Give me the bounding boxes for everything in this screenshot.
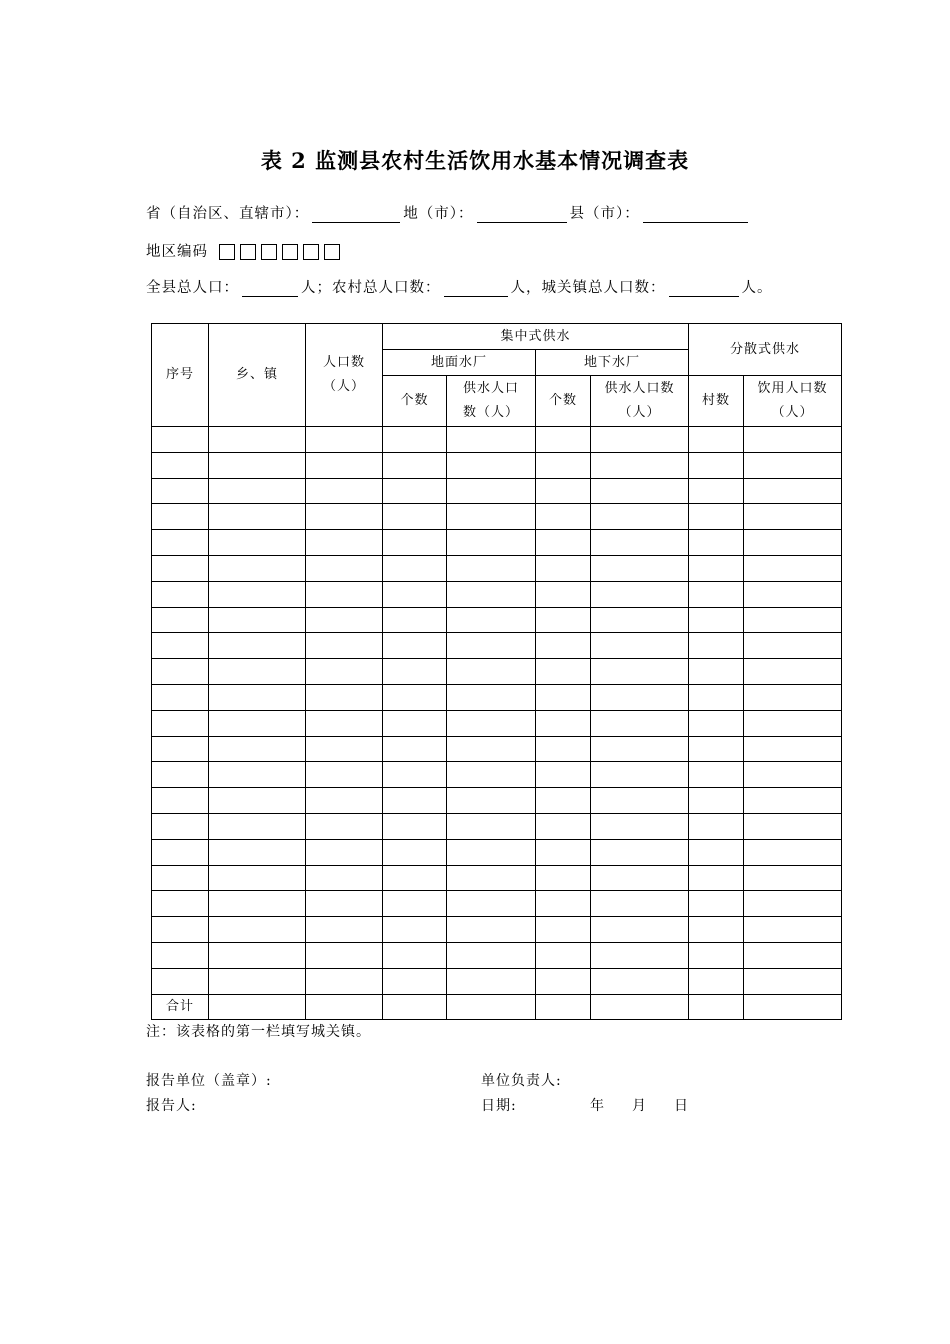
table-cell[interactable]	[209, 762, 306, 788]
table-cell[interactable]	[744, 452, 842, 478]
table-cell[interactable]	[536, 504, 591, 530]
table-cell[interactable]	[591, 555, 689, 581]
table-cell[interactable]	[306, 659, 383, 685]
county-total-unit: 人；	[301, 280, 332, 296]
table-cell[interactable]	[383, 530, 447, 556]
region-code-label: 地区编码	[146, 244, 208, 260]
table-row	[152, 607, 842, 633]
table-cell[interactable]	[447, 839, 536, 865]
table-cell[interactable]	[152, 427, 209, 453]
table-cell[interactable]	[536, 994, 591, 1020]
table-cell[interactable]	[689, 478, 744, 504]
table-cell[interactable]	[689, 581, 744, 607]
table-row	[152, 968, 842, 994]
table-cell[interactable]	[689, 427, 744, 453]
region-code-line	[146, 240, 340, 261]
header-surface-pop-line2: 数（人）	[462, 405, 519, 420]
table-cell[interactable]	[447, 917, 536, 943]
table-cell[interactable]	[744, 633, 842, 659]
table-cell[interactable]	[209, 891, 306, 917]
table-cell[interactable]	[744, 607, 842, 633]
table-cell[interactable]	[306, 607, 383, 633]
region-code-box[interactable]	[240, 244, 256, 260]
table-cell[interactable]	[306, 427, 383, 453]
header-township: 乡、镇	[209, 324, 306, 427]
table-cell[interactable]	[447, 813, 536, 839]
table-cell[interactable]	[689, 994, 744, 1020]
table-cell[interactable]	[689, 736, 744, 762]
table-cell[interactable]	[689, 633, 744, 659]
table-row	[152, 555, 842, 581]
table-cell[interactable]	[744, 839, 842, 865]
rural-total-unit: 人，	[510, 280, 542, 296]
table-cell[interactable]	[209, 555, 306, 581]
table-cell[interactable]	[383, 710, 447, 736]
table-cell[interactable]	[447, 994, 536, 1020]
table-cell[interactable]	[209, 839, 306, 865]
table-cell[interactable]	[306, 633, 383, 659]
table-cell[interactable]	[152, 942, 209, 968]
total-label: 合计	[152, 994, 209, 1020]
table-cell[interactable]	[447, 452, 536, 478]
table-cell[interactable]	[209, 917, 306, 943]
header-surface-plant: 地面水厂	[383, 350, 536, 376]
table-row	[152, 865, 842, 891]
table-cell[interactable]	[152, 504, 209, 530]
table-cell[interactable]	[209, 530, 306, 556]
table-cell[interactable]	[744, 865, 842, 891]
total-row	[152, 994, 842, 1020]
table-cell[interactable]	[152, 659, 209, 685]
header-centralized: 集中式供水	[383, 324, 689, 350]
county-field[interactable]	[643, 206, 748, 223]
table-cell[interactable]	[689, 917, 744, 943]
table-cell[interactable]	[591, 891, 689, 917]
table-cell[interactable]	[591, 633, 689, 659]
reporting-unit-label: 报告单位（盖章）:	[146, 1073, 272, 1089]
table-cell[interactable]	[152, 865, 209, 891]
prefecture-field[interactable]	[477, 206, 567, 223]
table-cell[interactable]	[152, 813, 209, 839]
header-population-line1: 人口数	[322, 355, 365, 370]
table-cell[interactable]	[591, 865, 689, 891]
table-cell[interactable]	[744, 891, 842, 917]
table-cell[interactable]	[306, 736, 383, 762]
table-cell[interactable]	[744, 942, 842, 968]
table-cell[interactable]	[536, 478, 591, 504]
table-cell[interactable]	[536, 684, 591, 710]
table-cell[interactable]	[383, 633, 447, 659]
table-cell[interactable]	[689, 813, 744, 839]
table-cell[interactable]	[209, 968, 306, 994]
table-cell[interactable]	[447, 478, 536, 504]
table-cell[interactable]	[447, 555, 536, 581]
table-row	[152, 530, 842, 556]
table-cell[interactable]	[447, 633, 536, 659]
region-code-box[interactable]	[219, 244, 235, 260]
table-cell[interactable]	[744, 710, 842, 736]
table-cell[interactable]	[152, 710, 209, 736]
town-total-unit: 人。	[741, 280, 773, 296]
table-cell[interactable]	[383, 555, 447, 581]
table-cell[interactable]	[152, 788, 209, 814]
table-cell[interactable]	[306, 788, 383, 814]
table-cell[interactable]	[591, 813, 689, 839]
table-cell[interactable]	[383, 478, 447, 504]
table-cell[interactable]	[744, 813, 842, 839]
county-total-field[interactable]	[242, 280, 298, 297]
table-cell[interactable]	[744, 762, 842, 788]
table-cell[interactable]	[306, 504, 383, 530]
table-cell[interactable]	[383, 607, 447, 633]
county-label: 县（市）：	[569, 206, 640, 222]
table-cell[interactable]	[209, 581, 306, 607]
table-cell[interactable]	[306, 839, 383, 865]
table-cell[interactable]	[383, 736, 447, 762]
table-cell[interactable]	[536, 865, 591, 891]
header-population-line2: （人）	[322, 379, 365, 394]
table-cell[interactable]	[536, 710, 591, 736]
table-note: 注：该表格的第一栏填写城关镇。	[146, 1024, 371, 1040]
table-cell[interactable]	[689, 942, 744, 968]
table-cell[interactable]	[689, 710, 744, 736]
table-cell[interactable]	[447, 581, 536, 607]
table-cell[interactable]	[447, 865, 536, 891]
table-cell[interactable]	[152, 607, 209, 633]
header-population	[306, 324, 383, 427]
table-cell[interactable]	[591, 942, 689, 968]
table-row	[152, 839, 842, 865]
table-cell[interactable]	[744, 917, 842, 943]
table-cell[interactable]	[152, 581, 209, 607]
table-cell[interactable]	[306, 865, 383, 891]
county-total-label: 全县总人口：	[146, 280, 239, 296]
table-cell[interactable]	[744, 478, 842, 504]
table-cell[interactable]	[306, 452, 383, 478]
table-cell[interactable]	[591, 994, 689, 1020]
header-underground-pop-line1: 供水人口数	[604, 381, 675, 396]
table-cell[interactable]	[591, 762, 689, 788]
table-cell[interactable]	[209, 788, 306, 814]
table-cell[interactable]	[209, 427, 306, 453]
header-underground-count: 个数	[536, 376, 591, 427]
table-cell[interactable]	[383, 994, 447, 1020]
table-cell[interactable]	[744, 659, 842, 685]
table-cell[interactable]	[152, 452, 209, 478]
table-cell[interactable]	[152, 839, 209, 865]
table-cell[interactable]	[209, 813, 306, 839]
header-village-count: 村数	[689, 376, 744, 427]
table-cell[interactable]	[591, 968, 689, 994]
table-cell[interactable]	[383, 813, 447, 839]
table-cell[interactable]	[689, 684, 744, 710]
table-row	[152, 427, 842, 453]
header-surface-pop	[447, 376, 536, 427]
table-cell[interactable]	[306, 942, 383, 968]
table-cell[interactable]	[209, 994, 306, 1020]
header-underground-plant: 地下水厂	[536, 350, 689, 376]
table-cell[interactable]	[591, 684, 689, 710]
table-cell[interactable]	[383, 917, 447, 943]
region-code-box[interactable]	[324, 244, 340, 260]
table-cell[interactable]	[536, 891, 591, 917]
table-cell[interactable]	[306, 478, 383, 504]
table-cell[interactable]	[447, 659, 536, 685]
table-cell[interactable]	[591, 839, 689, 865]
table-cell[interactable]	[689, 839, 744, 865]
table-cell[interactable]	[383, 891, 447, 917]
table-cell[interactable]	[209, 710, 306, 736]
table-cell[interactable]	[536, 581, 591, 607]
table-cell[interactable]	[689, 891, 744, 917]
table-cell[interactable]	[536, 788, 591, 814]
header-underground-pop	[591, 376, 689, 427]
table-row	[152, 788, 842, 814]
table-cell[interactable]	[689, 788, 744, 814]
reporter-label: 报告人:	[146, 1098, 197, 1114]
table-cell[interactable]	[591, 788, 689, 814]
table-cell[interactable]	[383, 942, 447, 968]
table-cell[interactable]	[383, 788, 447, 814]
table-cell[interactable]	[744, 555, 842, 581]
table-row	[152, 504, 842, 530]
table-cell[interactable]	[383, 968, 447, 994]
table-cell[interactable]	[209, 633, 306, 659]
table-cell[interactable]	[536, 917, 591, 943]
header-drinking-pop-line1: 饮用人口数	[757, 381, 828, 396]
table-cell[interactable]	[591, 736, 689, 762]
table-cell[interactable]	[536, 839, 591, 865]
table-cell[interactable]	[306, 891, 383, 917]
town-total-field[interactable]	[669, 280, 739, 297]
table-cell[interactable]	[536, 633, 591, 659]
table-cell[interactable]	[209, 736, 306, 762]
table-row	[152, 633, 842, 659]
province-label: 省（自治区、直辖市）：	[146, 206, 310, 222]
table-cell[interactable]	[536, 427, 591, 453]
table-cell[interactable]	[209, 607, 306, 633]
table-cell[interactable]	[689, 530, 744, 556]
table-cell[interactable]	[209, 684, 306, 710]
table-cell[interactable]	[447, 762, 536, 788]
table-cell[interactable]	[689, 607, 744, 633]
table-cell[interactable]	[447, 942, 536, 968]
table-cell[interactable]	[591, 504, 689, 530]
population-line	[146, 276, 773, 297]
table-cell[interactable]	[383, 839, 447, 865]
location-line	[146, 202, 751, 223]
table-row	[152, 891, 842, 917]
table-cell[interactable]	[447, 427, 536, 453]
table-cell[interactable]	[536, 968, 591, 994]
table-cell[interactable]	[591, 581, 689, 607]
table-cell[interactable]	[591, 917, 689, 943]
table-cell[interactable]	[744, 736, 842, 762]
table-row	[152, 452, 842, 478]
table-cell[interactable]	[383, 581, 447, 607]
table-cell[interactable]	[536, 452, 591, 478]
table-cell[interactable]	[383, 865, 447, 891]
table-cell[interactable]	[306, 684, 383, 710]
table-cell[interactable]	[306, 710, 383, 736]
header-seq: 序号	[152, 324, 209, 427]
page-title: 表 2 监测县农村生活饮用水基本情况调查表	[260, 148, 690, 173]
header-drinking-pop	[744, 376, 842, 427]
table-row	[152, 478, 842, 504]
table-cell[interactable]	[744, 994, 842, 1020]
header-drinking-pop-line2: （人）	[771, 405, 814, 420]
table-cell[interactable]	[447, 736, 536, 762]
table-cell[interactable]	[447, 891, 536, 917]
table-cell[interactable]	[306, 555, 383, 581]
table-cell[interactable]	[383, 504, 447, 530]
table-cell[interactable]	[744, 504, 842, 530]
table-cell[interactable]	[383, 684, 447, 710]
table-row	[152, 942, 842, 968]
rural-total-field[interactable]	[444, 280, 508, 297]
date-day: 日	[674, 1098, 689, 1114]
table-row	[152, 917, 842, 943]
table-cell[interactable]	[306, 994, 383, 1020]
region-code-box[interactable]	[282, 244, 298, 260]
date-label: 日期:	[481, 1098, 517, 1114]
table-cell[interactable]	[152, 633, 209, 659]
table-row	[152, 659, 842, 685]
header-surface-count: 个数	[383, 376, 447, 427]
region-code-box[interactable]	[261, 244, 277, 260]
table-row	[152, 581, 842, 607]
table-row	[152, 813, 842, 839]
table-cell[interactable]	[152, 530, 209, 556]
unit-head-label: 单位负责人:	[481, 1073, 562, 1089]
table-cell[interactable]	[689, 452, 744, 478]
table-cell[interactable]	[536, 942, 591, 968]
date-month: 月	[632, 1098, 647, 1114]
date-year: 年	[590, 1098, 605, 1114]
table-cell[interactable]	[152, 555, 209, 581]
rural-total-label: 农村总人口数：	[332, 280, 441, 296]
table-cell[interactable]	[591, 710, 689, 736]
table-cell[interactable]	[306, 968, 383, 994]
table-cell[interactable]	[689, 504, 744, 530]
table-cell[interactable]	[447, 504, 536, 530]
table-cell[interactable]	[744, 530, 842, 556]
table-cell[interactable]	[689, 968, 744, 994]
table-cell[interactable]	[591, 607, 689, 633]
table-cell[interactable]	[152, 684, 209, 710]
table-cell[interactable]	[152, 917, 209, 943]
table-cell[interactable]	[209, 504, 306, 530]
table-cell[interactable]	[209, 942, 306, 968]
table-cell[interactable]	[152, 478, 209, 504]
table-cell[interactable]	[306, 917, 383, 943]
province-field[interactable]	[312, 206, 400, 223]
table-cell[interactable]	[447, 788, 536, 814]
table-row	[152, 710, 842, 736]
table-cell[interactable]	[536, 659, 591, 685]
table-cell[interactable]	[383, 452, 447, 478]
table-cell[interactable]	[447, 684, 536, 710]
table-cell[interactable]	[591, 530, 689, 556]
table-cell[interactable]	[306, 813, 383, 839]
prefecture-label: 地（市）：	[403, 206, 474, 222]
table-cell[interactable]	[536, 607, 591, 633]
table-cell[interactable]	[689, 659, 744, 685]
table-cell[interactable]	[306, 762, 383, 788]
table-cell[interactable]	[383, 427, 447, 453]
table-cell[interactable]	[383, 659, 447, 685]
table-cell[interactable]	[591, 478, 689, 504]
header-decentralized: 分散式供水	[689, 324, 842, 376]
table-cell[interactable]	[536, 530, 591, 556]
table-cell[interactable]	[209, 659, 306, 685]
table-cell[interactable]	[744, 968, 842, 994]
table-cell[interactable]	[689, 865, 744, 891]
table-cell[interactable]	[152, 762, 209, 788]
survey-table	[151, 323, 842, 1020]
table-cell[interactable]	[447, 968, 536, 994]
table-row	[152, 684, 842, 710]
table-cell[interactable]	[306, 581, 383, 607]
table-cell[interactable]	[591, 427, 689, 453]
region-code-box[interactable]	[303, 244, 319, 260]
town-total-label: 城关镇总人口数：	[541, 280, 666, 296]
table-cell[interactable]	[536, 762, 591, 788]
header-underground-pop-line2: （人）	[618, 405, 661, 420]
table-cell[interactable]	[536, 813, 591, 839]
table-cell[interactable]	[152, 736, 209, 762]
table-cell[interactable]	[447, 607, 536, 633]
table-cell[interactable]	[383, 762, 447, 788]
table-cell[interactable]	[536, 736, 591, 762]
table-cell[interactable]	[447, 710, 536, 736]
table-cell[interactable]	[209, 865, 306, 891]
table-cell[interactable]	[152, 891, 209, 917]
table-cell[interactable]	[591, 452, 689, 478]
table-row	[152, 762, 842, 788]
table-cell[interactable]	[689, 555, 744, 581]
table-row	[152, 736, 842, 762]
table-cell[interactable]	[536, 555, 591, 581]
table-cell[interactable]	[209, 452, 306, 478]
table-cell[interactable]	[744, 684, 842, 710]
table-cell[interactable]	[591, 659, 689, 685]
table-cell[interactable]	[689, 762, 744, 788]
table-cell[interactable]	[152, 968, 209, 994]
header-surface-pop-line1: 供水人口	[462, 381, 519, 396]
table-cell[interactable]	[744, 427, 842, 453]
table-cell[interactable]	[744, 788, 842, 814]
table-cell[interactable]	[744, 581, 842, 607]
table-cell[interactable]	[209, 478, 306, 504]
table-cell[interactable]	[306, 530, 383, 556]
table-cell[interactable]	[447, 530, 536, 556]
